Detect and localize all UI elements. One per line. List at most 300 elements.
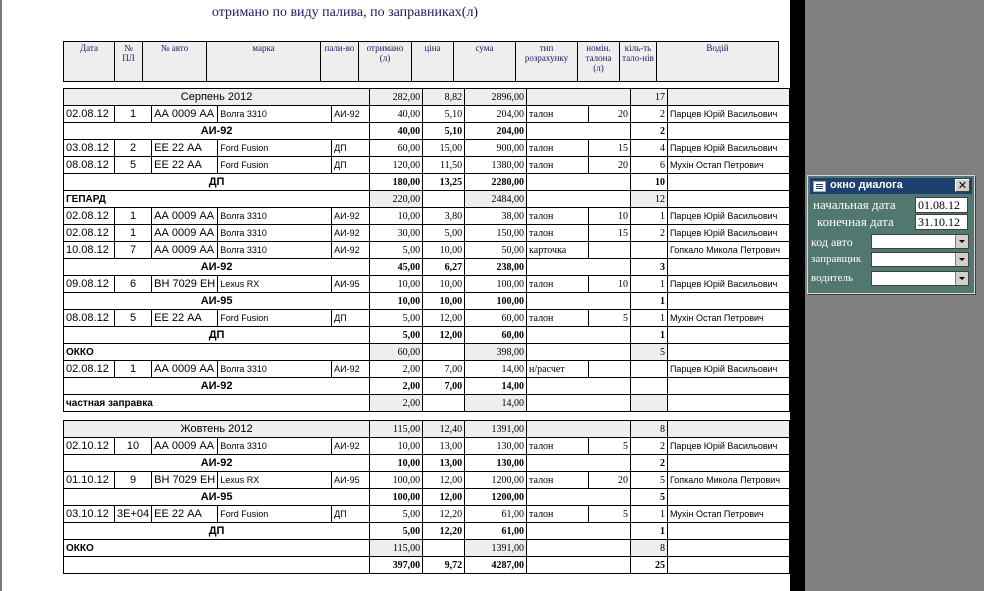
table-cell: 10,00	[370, 438, 423, 455]
table-cell: ДП	[332, 506, 370, 523]
table-cell: 1391,00	[465, 540, 527, 557]
table-cell: АИ-92	[332, 106, 370, 123]
table-cell: 1391,00	[465, 421, 527, 438]
table-cell: 14,00	[465, 361, 527, 378]
table-row	[64, 395, 790, 412]
table-cell: 2	[630, 123, 667, 140]
table-cell: АА 0009 АА	[152, 242, 218, 259]
table-cell	[527, 557, 631, 574]
header-cell: сума	[454, 42, 516, 82]
table-cell	[527, 327, 631, 344]
table-cell: 130,00	[465, 455, 527, 472]
table-row	[64, 438, 790, 455]
station-name: ГЕПАРД	[64, 191, 370, 208]
table-cell: талон	[527, 310, 589, 327]
table-cell: 120,00	[370, 157, 423, 174]
table-row	[64, 378, 790, 395]
dialog-title: окно диалога	[830, 179, 903, 191]
table-row	[64, 506, 790, 523]
chevron-down-icon[interactable]	[955, 253, 968, 266]
table-cell: 12,00	[423, 489, 465, 506]
table-cell	[667, 557, 789, 574]
table-cell: 12	[630, 191, 667, 208]
table-cell: 11,50	[423, 157, 465, 174]
table-cell: талон	[527, 157, 589, 174]
header-cell: № ПЛ	[115, 42, 143, 82]
table-cell: 1	[114, 208, 151, 225]
header-cell: Водій	[657, 42, 779, 82]
table-cell	[527, 259, 631, 276]
table-cell: Парцев Юрій Васильович	[667, 361, 789, 378]
table-cell: Волга 3310	[218, 225, 332, 242]
fuel-subtotal-label: АИ-92	[64, 378, 370, 395]
table-cell: 8	[630, 540, 667, 557]
table-row	[64, 225, 790, 242]
report-title: отримано по виду палива, по заправниках(л)	[211, 5, 479, 20]
table-cell: 2	[114, 140, 151, 157]
table-cell: 12,20	[423, 523, 465, 540]
table-cell: АИ-92	[332, 361, 370, 378]
fuel-subtotal-label: ДП	[64, 174, 370, 191]
table-cell	[630, 395, 667, 412]
table-cell: 7,00	[423, 378, 465, 395]
table-cell: 2	[630, 225, 667, 242]
table-cell: 8,82	[423, 89, 465, 106]
table-cell: Парцев Юрій Васильович	[667, 140, 789, 157]
table-cell: 1	[114, 106, 151, 123]
table-row	[64, 523, 790, 540]
table-cell: 25	[630, 557, 667, 574]
table-cell: 30,00	[370, 225, 423, 242]
table-cell	[667, 259, 789, 276]
table-cell: 12,40	[423, 421, 465, 438]
table-cell	[667, 540, 789, 557]
table-cell: 2	[630, 438, 667, 455]
table-cell	[527, 455, 631, 472]
chevron-down-icon[interactable]	[955, 272, 968, 285]
table-cell	[423, 191, 465, 208]
dialog-window[interactable]	[807, 175, 975, 294]
table-cell: 3,80	[423, 208, 465, 225]
table-cell	[64, 557, 370, 574]
table-row	[64, 242, 790, 259]
table-cell: 60,00	[465, 310, 527, 327]
table-cell: Парцев Юрій Васильович	[667, 225, 789, 242]
header-cell: № авто	[143, 42, 207, 82]
table-row	[64, 327, 790, 344]
table-cell: карточка	[527, 242, 589, 259]
table-row	[64, 89, 790, 106]
table-row	[64, 455, 790, 472]
table-row	[64, 361, 790, 378]
driver-combo[interactable]	[871, 271, 969, 286]
table-cell: 10,00	[423, 242, 465, 259]
table-cell: 5,10	[423, 123, 465, 140]
table-cell: ЕЕ 22 АА	[152, 157, 218, 174]
table-cell: Гопкало Микола Петрович	[667, 242, 789, 259]
table-cell: 2280,00	[465, 174, 527, 191]
table-cell: 204,00	[465, 123, 527, 140]
spacer	[64, 412, 790, 421]
table-cell: 02.10.12	[64, 438, 115, 455]
start-date-field[interactable]: 01.08.12	[915, 197, 968, 213]
table-cell: АИ-95	[332, 276, 370, 293]
table-cell: 2,00	[370, 395, 423, 412]
fuel-subtotal-label: ДП	[64, 327, 370, 344]
table-cell: Lexus RX	[218, 472, 332, 489]
table-cell: 4287,00	[465, 557, 527, 574]
table-cell: 40,00	[370, 123, 423, 140]
table-cell: 1200,00	[465, 489, 527, 506]
table-cell: 12,00	[423, 472, 465, 489]
table-row	[64, 489, 790, 506]
table-cell: талон	[527, 506, 589, 523]
station-name: ОККО	[64, 344, 370, 361]
station-name: частная заправка	[64, 395, 370, 412]
table-cell: 100,00	[370, 472, 423, 489]
table-cell: 5,00	[423, 225, 465, 242]
table-cell: ДП	[332, 140, 370, 157]
table-row	[64, 174, 790, 191]
close-button[interactable]: ✕	[955, 179, 970, 192]
table-cell: 15	[589, 225, 631, 242]
table-cell	[423, 395, 465, 412]
table-cell: 9	[114, 472, 151, 489]
table-cell: 5,00	[370, 506, 423, 523]
table-row	[64, 557, 790, 574]
table-cell	[589, 242, 631, 259]
table-cell: 4	[630, 140, 667, 157]
table-cell: АА 0009 АА	[152, 438, 218, 455]
table-cell: 02.08.12	[64, 208, 115, 225]
form-icon	[813, 181, 826, 192]
table-cell: Волга 3310	[218, 242, 332, 259]
table-cell: 10.08.12	[64, 242, 115, 259]
table-cell	[667, 327, 789, 344]
table-cell	[527, 540, 631, 557]
table-cell: ДП	[332, 310, 370, 327]
table-cell: 115,00	[370, 540, 423, 557]
table-cell: ДП	[332, 157, 370, 174]
table-cell: 15	[589, 140, 631, 157]
table-cell: Ford Fusion	[218, 157, 332, 174]
table-cell: Гопкало Микола Петрович	[667, 472, 789, 489]
station-combo[interactable]	[871, 252, 969, 267]
table-row	[64, 157, 790, 174]
table-cell: ЕЕ 22 АА	[152, 140, 218, 157]
table-cell: Волга 3310	[218, 106, 332, 123]
table-cell: 61,00	[465, 523, 527, 540]
table-cell: 1	[630, 208, 667, 225]
table-cell: 100,00	[465, 293, 527, 310]
table-cell: 09.08.12	[64, 276, 115, 293]
table-cell: талон	[527, 276, 589, 293]
table-cell: 17	[630, 89, 667, 106]
table-cell: 20	[589, 106, 631, 123]
table-cell: ЕЕ 22 АА	[152, 506, 218, 523]
station-name: ОККО	[64, 540, 370, 557]
car-code-combo[interactable]	[871, 234, 969, 249]
header-cell: кіль-ть тало-нів	[620, 42, 657, 82]
table-cell: 13,25	[423, 174, 465, 191]
table-cell: 60,00	[370, 140, 423, 157]
table-cell: АИ-92	[332, 225, 370, 242]
table-cell	[527, 123, 631, 140]
table-cell: 1	[630, 506, 667, 523]
table-cell	[667, 191, 789, 208]
table-cell: талон	[527, 438, 589, 455]
table-cell: 5	[114, 310, 151, 327]
header-cell: номін. талона (л)	[578, 42, 620, 82]
table-cell: талон	[527, 472, 589, 489]
table-cell	[589, 361, 631, 378]
table-cell: 12,20	[423, 506, 465, 523]
table-cell: 5,00	[370, 310, 423, 327]
table-cell: 5	[630, 472, 667, 489]
table-cell: 5	[630, 489, 667, 506]
table-cell: 13,00	[423, 438, 465, 455]
header-cell: Дата	[64, 42, 115, 82]
table-cell: 08.08.12	[64, 157, 115, 174]
period-title: Жовтень 2012	[64, 421, 370, 438]
table-cell	[667, 344, 789, 361]
table-cell: ЕЕ 22 АА	[152, 310, 218, 327]
table-cell: 6	[630, 157, 667, 174]
table-cell: Ford Fusion	[218, 506, 332, 523]
table-cell: 10,00	[370, 276, 423, 293]
table-cell: 03.10.12	[64, 506, 115, 523]
header-cell: марка	[207, 42, 321, 82]
table-cell	[667, 523, 789, 540]
table-cell: 900,00	[465, 140, 527, 157]
table-cell: 08.08.12	[64, 310, 115, 327]
table-cell: 13,00	[423, 455, 465, 472]
page-shadow	[790, 0, 805, 591]
table-cell: 38,00	[465, 208, 527, 225]
table-cell: 6	[114, 276, 151, 293]
chevron-down-icon[interactable]	[955, 235, 968, 248]
table-cell: 5	[114, 157, 151, 174]
table-cell	[527, 395, 631, 412]
report-header	[63, 41, 779, 82]
table-cell: 238,00	[465, 259, 527, 276]
table-cell	[667, 89, 789, 106]
page-edge	[0, 0, 2, 591]
table-cell: 180,00	[370, 174, 423, 191]
start-date-label: начальная дата	[813, 197, 896, 212]
table-cell: Парцев Юрій Васильович	[667, 208, 789, 225]
table-cell: 100,00	[370, 489, 423, 506]
table-cell	[667, 395, 789, 412]
table-cell	[667, 489, 789, 506]
table-cell: 5	[630, 344, 667, 361]
table-cell: 2,00	[370, 361, 423, 378]
table-cell	[667, 293, 789, 310]
table-cell: АИ-95	[332, 472, 370, 489]
fuel-subtotal-label: АИ-92	[64, 123, 370, 140]
table-cell	[423, 344, 465, 361]
table-cell: 100,00	[465, 276, 527, 293]
table-cell: Волга 3310	[218, 208, 332, 225]
table-cell: 20	[589, 472, 631, 489]
table-cell: 15,00	[423, 140, 465, 157]
table-cell	[630, 242, 667, 259]
table-cell: 220,00	[370, 191, 423, 208]
fuel-subtotal-label: АИ-95	[64, 489, 370, 506]
table-cell: 10,00	[423, 293, 465, 310]
table-cell: 20	[589, 157, 631, 174]
dialog-titlebar[interactable]	[810, 178, 972, 194]
table-cell: 1	[630, 523, 667, 540]
table-cell: 12,00	[423, 310, 465, 327]
table-row	[64, 208, 790, 225]
table-row	[64, 106, 790, 123]
table-cell: Волга 3310	[218, 438, 332, 455]
fuel-subtotal-label: ДП	[64, 523, 370, 540]
table-cell: 10,00	[370, 455, 423, 472]
table-cell: 10	[589, 276, 631, 293]
table-cell: 45,00	[370, 259, 423, 276]
table-cell: 204,00	[465, 106, 527, 123]
table-row	[64, 259, 790, 276]
header-cell: отримано (л)	[359, 42, 412, 82]
table-cell: 1	[630, 293, 667, 310]
table-cell	[630, 378, 667, 395]
table-cell: 115,00	[370, 421, 423, 438]
table-cell: 10	[589, 208, 631, 225]
header-cell: тип розрахунку	[516, 42, 578, 82]
end-date-field[interactable]: 31.10.12	[915, 214, 968, 230]
table-row	[64, 123, 790, 140]
table-cell: Ford Fusion	[218, 310, 332, 327]
table-cell	[527, 489, 631, 506]
table-cell	[630, 361, 667, 378]
table-cell	[527, 191, 631, 208]
table-cell: 1	[114, 361, 151, 378]
table-cell: 1380,00	[465, 157, 527, 174]
table-cell: талон	[527, 208, 589, 225]
table-cell: 2896,00	[465, 89, 527, 106]
table-cell: 1	[630, 327, 667, 344]
table-row	[64, 310, 790, 327]
driver-label: водитель	[811, 272, 853, 284]
table-cell: 130,00	[465, 438, 527, 455]
table-cell: Мухін Остап Петрович	[667, 157, 789, 174]
table-cell	[423, 540, 465, 557]
table-row	[64, 540, 790, 557]
table-cell	[667, 378, 789, 395]
table-cell	[667, 455, 789, 472]
table-cell: талон	[527, 140, 589, 157]
table-cell: 2484,00	[465, 191, 527, 208]
table-cell: 3	[630, 259, 667, 276]
table-cell: 61,00	[465, 506, 527, 523]
table-cell: талон	[527, 106, 589, 123]
table-row	[64, 421, 790, 438]
table-cell: 5	[589, 506, 631, 523]
table-row	[64, 412, 790, 421]
fuel-subtotal-label: АИ-92	[64, 455, 370, 472]
table-cell: АА 0009 АА	[152, 106, 218, 123]
table-cell	[667, 421, 789, 438]
table-cell: ВН 7029 ЕН	[152, 472, 218, 489]
table-cell: Парцев Юрій Васильович	[667, 438, 789, 455]
table-cell: 10	[114, 438, 151, 455]
table-cell	[527, 378, 631, 395]
table-row	[64, 472, 790, 489]
table-cell	[527, 174, 631, 191]
table-cell: 10,00	[370, 293, 423, 310]
table-cell: АА 0009 АА	[152, 361, 218, 378]
fuel-subtotal-label: АИ-92	[64, 259, 370, 276]
table-cell	[667, 123, 789, 140]
table-cell: 397,00	[370, 557, 423, 574]
end-date-label: конечная дата	[817, 214, 894, 229]
table-row	[64, 344, 790, 361]
table-cell: Волга 3310	[218, 361, 332, 378]
table-cell: 5,00	[370, 242, 423, 259]
table-cell: 10,00	[370, 208, 423, 225]
table-cell	[527, 89, 631, 106]
table-cell: 1	[630, 276, 667, 293]
table-cell: 5	[589, 310, 631, 327]
table-cell: 02.08.12	[64, 106, 115, 123]
table-cell: 5,00	[370, 523, 423, 540]
table-cell: 14,00	[465, 378, 527, 395]
table-cell: 1	[114, 225, 151, 242]
table-cell	[527, 344, 631, 361]
table-cell: 03.08.12	[64, 140, 115, 157]
table-cell: 2	[630, 106, 667, 123]
table-cell: 8	[630, 421, 667, 438]
table-cell: талон	[527, 225, 589, 242]
table-cell	[527, 523, 631, 540]
table-cell: 1200,00	[465, 472, 527, 489]
table-cell: Мухін Остап Петрович	[667, 310, 789, 327]
header-cell: ціна	[412, 42, 454, 82]
table-row	[64, 276, 790, 293]
table-cell: 10,00	[423, 276, 465, 293]
table-cell: 02.08.12	[64, 361, 115, 378]
table-cell: АИ-92	[332, 242, 370, 259]
table-cell: 60,00	[370, 344, 423, 361]
table-cell	[667, 174, 789, 191]
table-cell: н/расчет	[527, 361, 589, 378]
table-cell: 14,00	[465, 395, 527, 412]
table-cell: 01.10.12	[64, 472, 115, 489]
table-cell: Ford Fusion	[218, 140, 332, 157]
table-cell: 40,00	[370, 106, 423, 123]
table-cell: 7	[114, 242, 151, 259]
table-cell: АИ-92	[332, 208, 370, 225]
period-title: Серпень 2012	[64, 89, 370, 106]
table-cell: 6,27	[423, 259, 465, 276]
table-cell: 5,00	[370, 327, 423, 344]
table-cell: 9,72	[423, 557, 465, 574]
table-row	[64, 191, 790, 208]
table-cell: Парцев Юрій Васильович	[667, 106, 789, 123]
table-cell: ВН 7029 ЕН	[152, 276, 218, 293]
table-cell: 50,00	[465, 242, 527, 259]
table-row	[64, 140, 790, 157]
table-cell: 10	[630, 174, 667, 191]
header-cell: пали-во	[321, 42, 359, 82]
table-cell: 2	[630, 455, 667, 472]
table-cell: 60,00	[465, 327, 527, 344]
table-cell: АА 0009 АА	[152, 208, 218, 225]
table-cell: 5	[589, 438, 631, 455]
table-cell: 02.08.12	[64, 225, 115, 242]
